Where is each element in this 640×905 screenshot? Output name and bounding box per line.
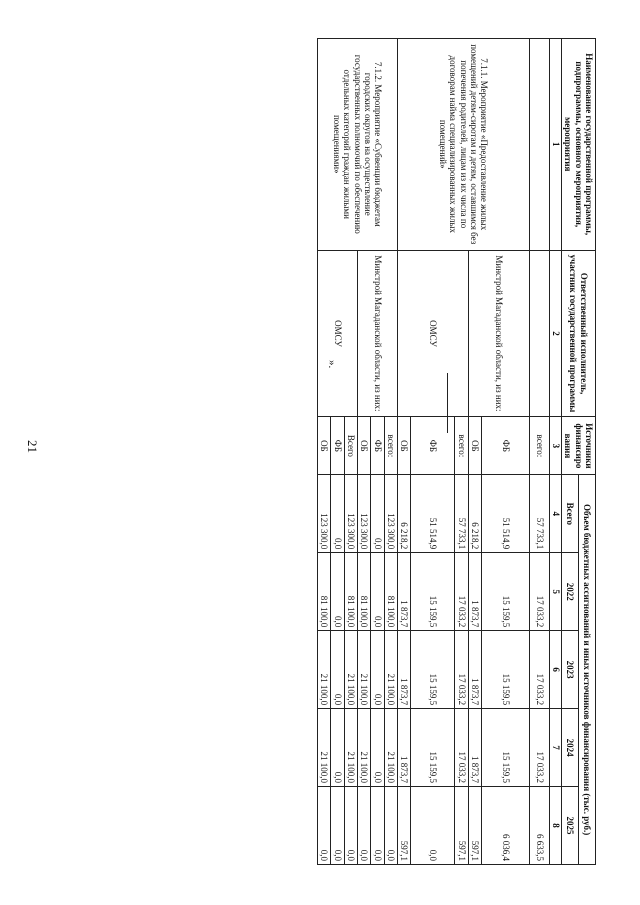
value-cell: 123 300,0: [357, 475, 370, 553]
value-cell: 0,0: [317, 787, 330, 865]
column-number: 4: [549, 475, 561, 553]
value-cell: 21 100,0: [357, 631, 370, 709]
value-cell: 81 100,0: [344, 553, 357, 631]
source-cell: ОБ: [317, 417, 330, 475]
value-cell: 6 218,2: [468, 475, 481, 553]
source-cell: всего:: [455, 417, 468, 475]
measure-7-1-1-omsu: ОМСУ: [397, 250, 468, 417]
column-number: 1: [549, 39, 561, 251]
page-number: 21: [25, 440, 40, 453]
header-executor: Ответственный исполнитель, участник государственной программы: [561, 250, 595, 417]
table-row: [529, 39, 549, 865]
value-cell: 51 514,9: [411, 475, 455, 553]
header-row-1: [578, 39, 595, 865]
value-cell: 15 159,5: [411, 553, 455, 631]
value-cell: 15 159,5: [481, 709, 529, 787]
value-cell: 1 873,7: [468, 709, 481, 787]
value-cell: 6 036,4: [481, 787, 529, 865]
header-2023: 2023: [561, 631, 578, 709]
signature-line: [447, 373, 448, 433]
measure-7-1-2-name: 7.1.2. Мероприятие «Субвенции бюджетам городских округов на осуществление государственных полномочий по обеспечению отдельных категорий граждан жилыми помещениями»: [317, 39, 397, 251]
value-cell: 15 159,5: [481, 553, 529, 631]
value-cell: 21 100,0: [384, 631, 397, 709]
value-cell: 0,0: [371, 631, 384, 709]
value-cell: 81 100,0: [317, 553, 330, 631]
value-cell: 123 300,0: [344, 475, 357, 553]
column-number: 6: [549, 631, 561, 709]
column-number: 5: [549, 553, 561, 631]
source-cell: всего:: [529, 417, 549, 475]
value-cell: 17 033,2: [455, 553, 468, 631]
value-cell: 81 100,0: [384, 553, 397, 631]
header-source: Источники финансиро вания: [561, 417, 595, 475]
value-cell: 17 033,2: [455, 631, 468, 709]
value-cell: 15 159,5: [411, 709, 455, 787]
value-cell: 0,0: [371, 787, 384, 865]
table-cell: [529, 250, 549, 417]
value-cell: 0,0: [344, 787, 357, 865]
value-cell: 0,0: [371, 475, 384, 553]
column-number: 2: [549, 250, 561, 417]
table-row: [481, 39, 529, 865]
value-cell: 15 159,5: [411, 631, 455, 709]
value-cell: 81 100,0: [357, 553, 370, 631]
value-cell: 21 100,0: [344, 631, 357, 709]
value-cell: 6 218,2: [397, 475, 410, 553]
value-cell: 0,0: [371, 709, 384, 787]
table-cell: [529, 39, 549, 251]
value-cell: 1 873,7: [397, 553, 410, 631]
measure-7-1-2-executor: Минстрой Магаданской области, из них:: [357, 250, 397, 417]
source-cell: ФБ: [411, 417, 455, 475]
header-2025: 2025: [561, 787, 578, 865]
value-cell: 1 873,7: [468, 553, 481, 631]
budget-table: [317, 38, 596, 865]
measure-7-1-1-name: 7.1.1. Мероприятие «Предоставление жилых помещений детям-сиротам и детям, оставшимся без попечения родителей, лицам из их числа по договорам найма специализированных жилых помещений»: [397, 39, 529, 251]
value-cell: 0,0: [331, 709, 344, 787]
value-cell: 0,0: [331, 631, 344, 709]
source-cell: ФБ: [481, 417, 529, 475]
value-cell: 1 873,7: [397, 631, 410, 709]
value-cell: 0,0: [331, 787, 344, 865]
value-cell: 1 873,7: [468, 631, 481, 709]
rotated-sheet: [64, 38, 596, 865]
value-cell: 21 100,0: [344, 709, 357, 787]
measure-7-1-2-omsu: ОМСУ: [317, 250, 357, 417]
header-total: Всего: [561, 475, 578, 553]
column-number: 8: [549, 787, 561, 865]
column-number: 7: [549, 709, 561, 787]
value-cell: 17 033,2: [455, 709, 468, 787]
value-cell: 1 873,7: [397, 709, 410, 787]
value-cell: 123 300,0: [317, 475, 330, 553]
column-number-row: [549, 39, 561, 865]
value-cell: 6 633,5: [529, 787, 549, 865]
value-cell: 51 514,9: [481, 475, 529, 553]
value-cell: 597,1: [468, 787, 481, 865]
value-cell: 0,0: [411, 787, 455, 865]
value-cell: 0,0: [371, 553, 384, 631]
column-number: 3: [549, 417, 561, 475]
measure-7-1-1-executor: Минстрой Магаданской области, из них:: [468, 250, 529, 417]
value-cell: 17 033,2: [529, 553, 549, 631]
source-cell: ОБ: [397, 417, 410, 475]
value-cell: 597,1: [455, 787, 468, 865]
value-cell: 0,0: [331, 553, 344, 631]
header-budget-group: Объем бюджетных ассигнований и иных источников финансирования (тыс. руб.): [578, 475, 595, 865]
source-cell: ФБ: [371, 417, 384, 475]
value-cell: 57 733,1: [529, 475, 549, 553]
value-cell: 597,1: [397, 787, 410, 865]
value-cell: 21 100,0: [317, 631, 330, 709]
table-row: [384, 39, 397, 865]
source-cell: всего:: [384, 417, 397, 475]
value-cell: 0,0: [384, 787, 397, 865]
source-cell: Всего: [344, 417, 357, 475]
value-cell: 21 100,0: [317, 709, 330, 787]
value-cell: 0,0: [331, 475, 344, 553]
header-name: Наименование государственной программы, подпрограммы, основного мероприятия, мероприятия: [561, 39, 595, 251]
source-cell: ФБ: [331, 417, 344, 475]
value-cell: 0,0: [357, 787, 370, 865]
value-cell: 17 033,2: [529, 709, 549, 787]
source-cell: ОБ: [468, 417, 481, 475]
header-2024: 2024: [561, 709, 578, 787]
closing-mark: ».: [326, 360, 338, 369]
value-cell: 21 100,0: [357, 709, 370, 787]
value-cell: 17 033,2: [529, 631, 549, 709]
value-cell: 15 159,5: [481, 631, 529, 709]
source-cell: ОБ: [357, 417, 370, 475]
value-cell: 57 733,1: [455, 475, 468, 553]
header-2022: 2022: [561, 553, 578, 631]
value-cell: 123 300,0: [384, 475, 397, 553]
value-cell: 21 100,0: [384, 709, 397, 787]
